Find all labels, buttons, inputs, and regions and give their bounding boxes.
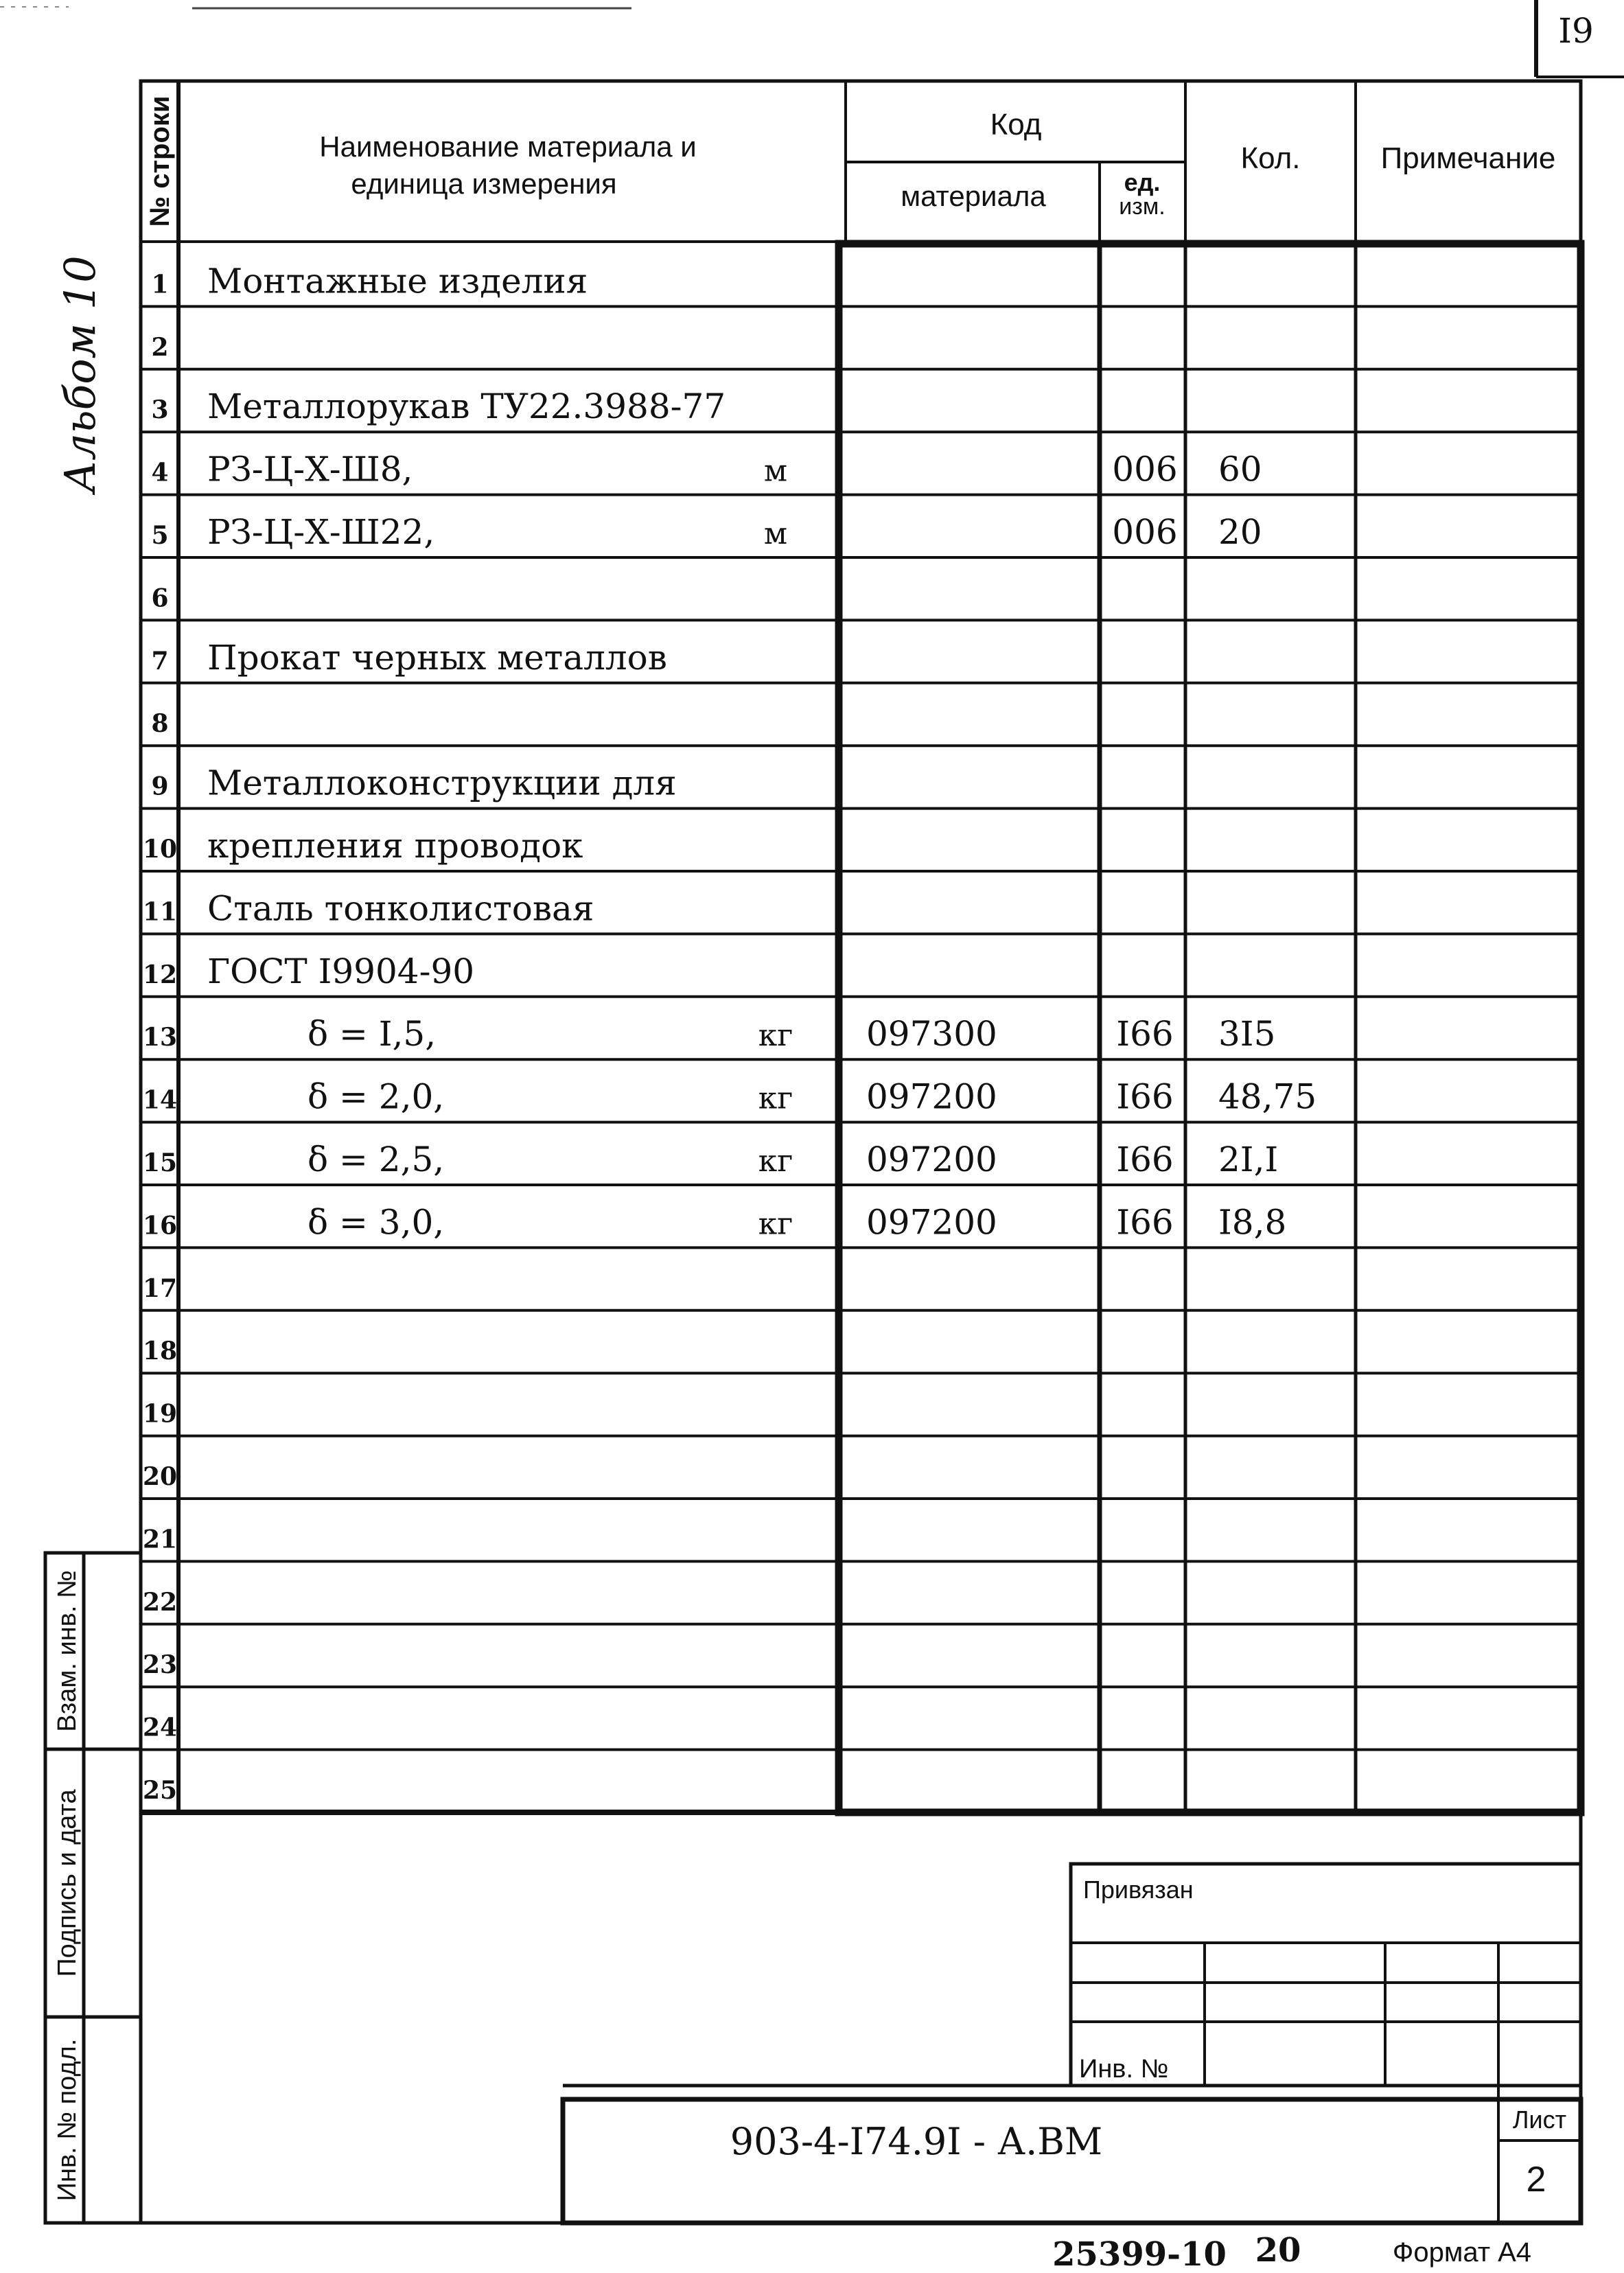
row-qty: 2I,I xyxy=(1218,1140,1279,1179)
sheet-label: Лист xyxy=(1512,2105,1567,2134)
table-row xyxy=(141,1274,1581,1311)
row-unit: кг xyxy=(758,1018,793,1054)
table-row xyxy=(141,261,1581,306)
row-name: Металлоконструкции для xyxy=(207,763,677,803)
row-name: δ = 2,0, xyxy=(308,1076,445,1117)
row-name: δ = 2,5, xyxy=(308,1140,445,1179)
row-unit-code: I66 xyxy=(1116,1202,1174,1243)
inv-no-label: Инв. № xyxy=(1079,2055,1169,2084)
table-row xyxy=(141,450,1581,495)
table-row xyxy=(141,584,1581,620)
row-number: 14 xyxy=(142,1085,178,1115)
header-name-line1: Наименование материала и xyxy=(319,130,697,163)
row-qty: I8,8 xyxy=(1218,1202,1287,1243)
row-unit-code: 006 xyxy=(1112,512,1178,552)
row-number: 1 xyxy=(151,270,169,299)
table-row xyxy=(141,1400,1581,1436)
archive-number: 25399-10 xyxy=(1052,2235,1227,2273)
table-row xyxy=(141,512,1581,557)
row-number: 11 xyxy=(142,897,178,927)
row-number: 12 xyxy=(142,960,178,989)
row-number: 21 xyxy=(142,1525,178,1554)
page-number: I9 xyxy=(1558,11,1594,51)
row-material-code: 097200 xyxy=(866,1140,997,1179)
row-material-code: 097200 xyxy=(866,1076,997,1117)
row-number: 18 xyxy=(142,1337,178,1366)
table-row xyxy=(141,1077,1581,1122)
table-row xyxy=(141,888,1581,934)
row-number: 8 xyxy=(151,709,169,739)
row-number: 15 xyxy=(142,1149,178,1177)
row-unit: кг xyxy=(758,1081,793,1116)
row-unit-code: 006 xyxy=(1112,449,1178,489)
row-qty: 20 xyxy=(1218,512,1262,552)
table-row xyxy=(141,333,1581,369)
header-material: материала xyxy=(901,180,1046,212)
row-number: 22 xyxy=(142,1587,178,1617)
side-label-vzam: Взам. инв. № xyxy=(53,1570,82,1732)
table-row xyxy=(141,1588,1581,1624)
row-number: 7 xyxy=(151,646,169,676)
table-row xyxy=(141,826,1581,871)
table-row xyxy=(141,1525,1581,1561)
document-designation: 903-4-I74.9I - А.ВМ xyxy=(730,2120,1103,2163)
table-row xyxy=(141,1337,1581,1373)
row-unit-code: I66 xyxy=(1116,1014,1174,1054)
header-unit-line2: изм. xyxy=(1119,194,1165,220)
table-row xyxy=(141,386,1581,432)
row-material-code: 097200 xyxy=(866,1202,997,1243)
row-number: 20 xyxy=(142,1462,178,1491)
row-name: РЗ-Ц-Х-Ш8, xyxy=(207,449,413,489)
row-number: 17 xyxy=(142,1273,178,1303)
row-number: 10 xyxy=(142,835,178,864)
table-row xyxy=(143,1776,177,1805)
table-row xyxy=(141,638,1581,683)
privyazan-label: Привязан xyxy=(1083,1876,1194,1904)
row-name: Прокат черных металлов xyxy=(207,637,667,678)
row-unit-code: I66 xyxy=(1116,1076,1174,1117)
sheet-number: 2 xyxy=(1526,2160,1546,2200)
row-material-code: 097300 xyxy=(866,1014,997,1054)
row-number: 5 xyxy=(151,521,169,550)
row-unit-code: I66 xyxy=(1116,1140,1174,1179)
header-note: Примечание xyxy=(1380,141,1556,175)
table-body xyxy=(141,261,1581,1805)
table-row xyxy=(141,1202,1581,1247)
row-name: Металлорукав ТУ22.3988-77 xyxy=(207,386,726,427)
row-qty: 60 xyxy=(1218,449,1262,489)
table-row xyxy=(141,951,1581,997)
row-number: 2 xyxy=(151,332,169,362)
table-row xyxy=(141,1714,1581,1750)
row-number: 4 xyxy=(151,458,169,487)
format-label: Формат А4 xyxy=(1392,2237,1532,2268)
table-row xyxy=(141,1650,1581,1687)
row-unit: кг xyxy=(758,1144,793,1179)
row-number: 6 xyxy=(151,584,169,613)
row-number: 9 xyxy=(151,772,169,801)
row-qty: 48,75 xyxy=(1218,1076,1317,1117)
row-unit: м xyxy=(763,516,788,551)
row-name: РЗ-Ц-Х-Ш22, xyxy=(207,512,435,552)
header-unit-line1: ед. xyxy=(1124,168,1161,196)
header-code: Код xyxy=(990,108,1042,141)
side-label-inv-podl: Инв. № подл. xyxy=(53,2038,82,2202)
table-row xyxy=(141,1140,1581,1185)
header-row-no: № строки xyxy=(145,95,175,227)
row-name: δ = I,5, xyxy=(308,1014,437,1054)
row-name: Монтажные изделия xyxy=(207,261,588,301)
table-row xyxy=(141,763,1581,809)
row-number: 16 xyxy=(142,1211,178,1241)
table-row xyxy=(141,709,1581,746)
row-name: δ = 3,0, xyxy=(308,1202,445,1243)
row-number: 24 xyxy=(142,1713,178,1742)
row-number: 25 xyxy=(142,1776,178,1805)
row-number: 19 xyxy=(142,1399,178,1429)
row-number: 3 xyxy=(151,395,169,425)
header-qty: Кол. xyxy=(1240,141,1301,175)
row-qty: 3I5 xyxy=(1218,1014,1276,1054)
copy-number: 20 xyxy=(1255,2231,1301,2270)
table-row xyxy=(141,1014,1581,1059)
row-name: крепления проводок xyxy=(207,826,583,866)
row-number: 23 xyxy=(142,1650,178,1680)
album-label: Альбом 10 xyxy=(55,255,105,493)
side-label-podpis: Подпись и дата xyxy=(53,1789,82,1977)
row-number: 13 xyxy=(142,1023,178,1052)
row-unit: м xyxy=(763,453,788,489)
table-row xyxy=(141,1462,1581,1499)
row-name: Сталь тонколистовая xyxy=(207,888,594,929)
row-unit: кг xyxy=(758,1206,793,1242)
row-name: ГОСТ I9904-90 xyxy=(207,951,475,991)
header-name-line2: единица измерения xyxy=(351,168,617,200)
